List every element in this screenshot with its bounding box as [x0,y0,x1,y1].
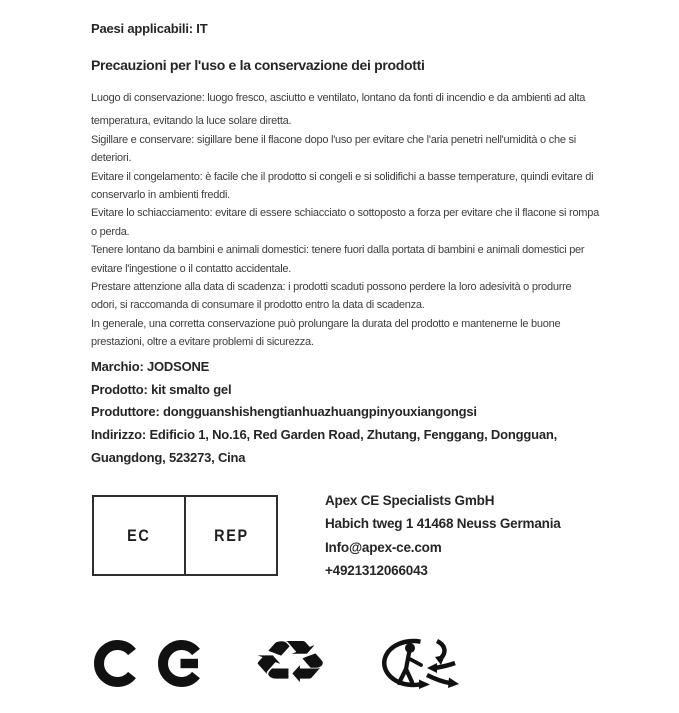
precautions-heading: Precauzioni per l'uso e la conservazione dei prodotti [91,57,425,73]
contact-name-line: Apex CE Specialists GmbH [325,493,495,508]
body-line: deteriori. [91,152,132,165]
contact-email-line: Info@apex-ce.com [325,539,442,555]
body-line: conservarlo in ambienti freddi. [91,189,230,202]
body-line: o perda. [91,225,130,238]
product-line: Prodotto: kit smalto gel [91,381,232,397]
contact-address-line: Habich tweg 1 41468 Neuss Germania [325,516,561,532]
rep-cell [186,497,276,574]
body-line: odori, si raccomanda di consumare il prodotto entro la data di scadenza. [91,299,425,312]
body-line: prestazioni, oltre a evitare problemi di sicurezza. [91,336,314,349]
body-line: Sigillare e conservare: sigillare bene il flacone dopo l'uso per evitare che l'aria penetri nell'umidità o che si [91,133,576,146]
body-line: Prestare attenzione alla data di scadenza: i prodotti scaduti possono perdere la loro adesività o produrre [91,281,572,294]
ec-rep-box [92,495,278,576]
product-info [91,356,651,470]
address-line: Guangdong, 523273, Cina [91,449,246,465]
ec-cell [94,497,186,574]
body-line: Tenere lontano da bambini e animali domestici: tenere fuori dalla portata di bambini e animali domestici per [91,244,585,257]
rep-label: REP [213,525,249,545]
body-line: Luogo di conservazione: luogo fresco, asciutto e ventilato, lontano da fonti di incendio e da ambienti ad alta [91,92,586,104]
eu-representative-contact [325,489,645,582]
ec-label: EC [127,525,151,545]
body-line: Evitare il congelamento: è facile che il prodotto si congeli e si solidifichi a basse temperature, quindi evitare di [91,170,594,183]
brand-line: Marchio: JODSONE [91,359,210,374]
manufacturer-line: Produttore: dongguanshishengtianhuazhuangpinyouxiangongsi [91,404,477,420]
recycling-symbol-icon: ♻ [250,629,331,697]
contact-phone-line: +4921312066043 [325,562,428,578]
precautions-paragraphs [91,89,651,352]
body-line: temperatura, evitando la luce solare diretta. [91,115,292,128]
country-heading: Paesi applicabili: IT [91,21,208,36]
body-line: In generale, una corretta conservazione può prolungare la durata del prodotto e mantenerne le buone [91,317,561,330]
body-line: evitare l'ingestione o il contatto accidentale. [91,262,292,275]
address-line: Indirizzo: Edificio 1, No.16, Red Garden Road, Zhutang, Fenggang, Dongguan, [91,427,558,443]
triman-logo-icon [377,637,459,694]
ce-marking-icon [94,640,216,693]
body-line: Evitare lo schiacciamento: evitare di essere schiacciato o sottoposto a forza per evitare che il flacone si rompa [91,207,599,220]
